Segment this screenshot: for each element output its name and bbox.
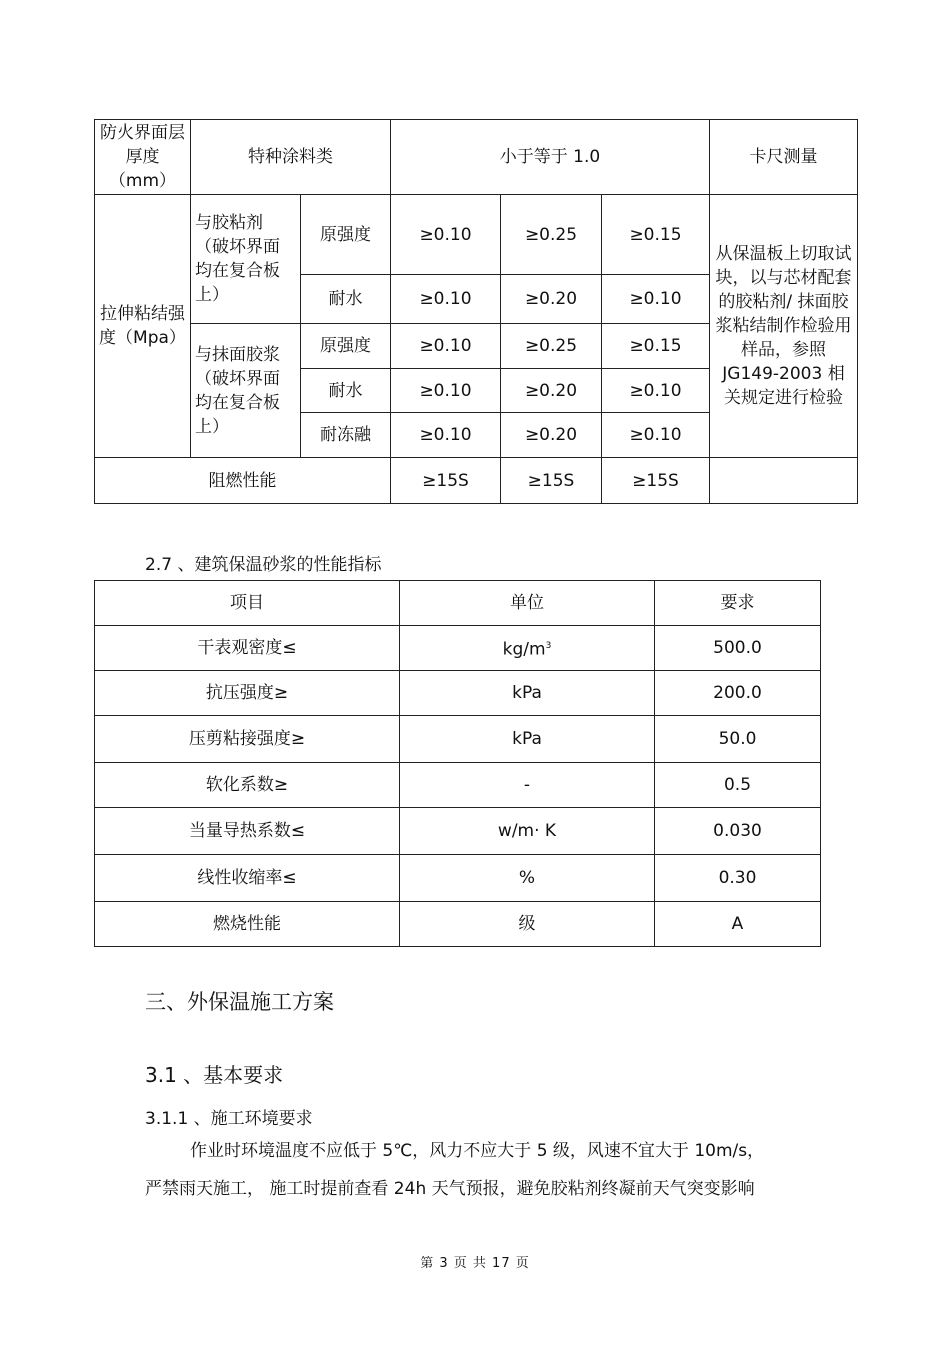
condition-cell: 原强度 — [301, 195, 391, 275]
tensile-bond-strength-label: 拉伸粘结强度（Mpa） — [95, 195, 191, 458]
item-cell: 燃烧性能 — [95, 902, 400, 947]
value-cell: ≥0.10 — [391, 369, 501, 413]
unit-text: kg/m — [502, 639, 546, 660]
table-row — [95, 671, 821, 716]
value-cell: ≥0.10 — [391, 195, 501, 275]
value-cell: ≥0.25 — [501, 324, 602, 369]
item-cell: 当量导热系数≤ — [95, 808, 400, 855]
insulation-board-spec-table — [94, 119, 858, 504]
mortar-performance-table — [94, 580, 821, 947]
item-cell: 压剪粘接强度≥ — [95, 716, 400, 763]
value-cell: ≥0.20 — [501, 275, 602, 324]
table-row — [95, 763, 821, 808]
unit-cell: w/m· K — [400, 808, 655, 855]
value-cell: ≥0.10 — [602, 413, 710, 458]
value-cell: ≥0.10 — [602, 275, 710, 324]
table-row — [95, 855, 821, 902]
value-cell: ≥15S — [501, 458, 602, 504]
unit-cell: 级 — [400, 902, 655, 947]
adhesive-group-label: 与胶粘剂（破坏界面均在复合板上） — [191, 195, 301, 324]
page-number-footer: 第 3 页 共 17 页 — [420, 1256, 530, 1271]
flame-retardant-label: 阻燃性能 — [95, 458, 391, 504]
heading-section-3: 三、外保温施工方案 — [145, 990, 334, 1014]
empty-cell — [710, 458, 858, 504]
caliper-measure-method: 卡尺测量 — [710, 120, 858, 195]
header-unit: 单位 — [400, 581, 655, 626]
value-cell: ≥0.10 — [391, 413, 501, 458]
paragraph-line-2: 严禁雨天施工， 施工时提前查看 24h 天气预报，避免胶粘剂终凝前天气突变影响 — [145, 1179, 755, 1199]
special-coating-label: 特种涂料类 — [191, 120, 391, 195]
value-cell: ≥0.10 — [602, 369, 710, 413]
item-cell: 抗压强度≥ — [95, 671, 400, 716]
heading-3-1-1: 3.1.1 、施工环境要求 — [145, 1109, 313, 1129]
requirement-cell: 0.5 — [655, 763, 821, 808]
value-cell: ≥0.20 — [501, 413, 602, 458]
condition-cell: 耐水 — [301, 369, 391, 413]
table-row — [95, 716, 821, 763]
value-cell: ≥0.10 — [391, 324, 501, 369]
value-cell: ≥0.15 — [602, 324, 710, 369]
condition-cell: 原强度 — [301, 324, 391, 369]
condition-cell: 耐水 — [301, 275, 391, 324]
header-item: 项目 — [95, 581, 400, 626]
requirement-cell: 0.30 — [655, 855, 821, 902]
heading-3-1: 3.1 、基本要求 — [145, 1063, 284, 1087]
unit-cell: kPa — [400, 716, 655, 763]
thickness-requirement: 小于等于 1.0 — [391, 120, 710, 195]
unit-cell — [400, 626, 655, 671]
mortar-group-label: 与抹面胶浆（破坏界面均在复合板上） — [191, 324, 301, 458]
item-cell: 干表观密度≤ — [95, 626, 400, 671]
table-row — [95, 626, 821, 671]
unit-cell: % — [400, 855, 655, 902]
requirement-cell: 500.0 — [655, 626, 821, 671]
table-row — [95, 902, 821, 947]
condition-cell: 耐冻融 — [301, 413, 391, 458]
paragraph-line-1: 作业时环境温度不应低于 5℃，风力不应大于 5 级，风速不宜大于 10m/s， — [190, 1141, 765, 1161]
table-row — [95, 808, 821, 855]
requirement-cell: 200.0 — [655, 671, 821, 716]
value-cell: ≥0.20 — [501, 369, 602, 413]
unit-superscript: 3 — [545, 641, 552, 652]
header-requirement: 要求 — [655, 581, 821, 626]
value-cell: ≥0.10 — [391, 275, 501, 324]
requirement-cell: 0.030 — [655, 808, 821, 855]
value-cell: ≥15S — [602, 458, 710, 504]
requirement-cell: A — [655, 902, 821, 947]
value-cell: ≥15S — [391, 458, 501, 504]
fire-layer-thickness-label: 防火界面层厚度（mm） — [95, 120, 191, 195]
value-cell: ≥0.15 — [602, 195, 710, 275]
unit-cell: kPa — [400, 671, 655, 716]
requirement-cell: 50.0 — [655, 716, 821, 763]
item-cell: 软化系数≥ — [95, 763, 400, 808]
section-2-7-caption: 2.7 、建筑保温砂浆的性能指标 — [145, 555, 382, 575]
item-cell: 线性收缩率≤ — [95, 855, 400, 902]
unit-cell: - — [400, 763, 655, 808]
value-cell: ≥0.25 — [501, 195, 602, 275]
test-method-text: 从保温板上切取试块，以与芯材配套的胶粘剂/ 抹面胶浆粘结制作检验用样品，参照 JG149-2003 相关规定进行检验 — [710, 195, 858, 458]
